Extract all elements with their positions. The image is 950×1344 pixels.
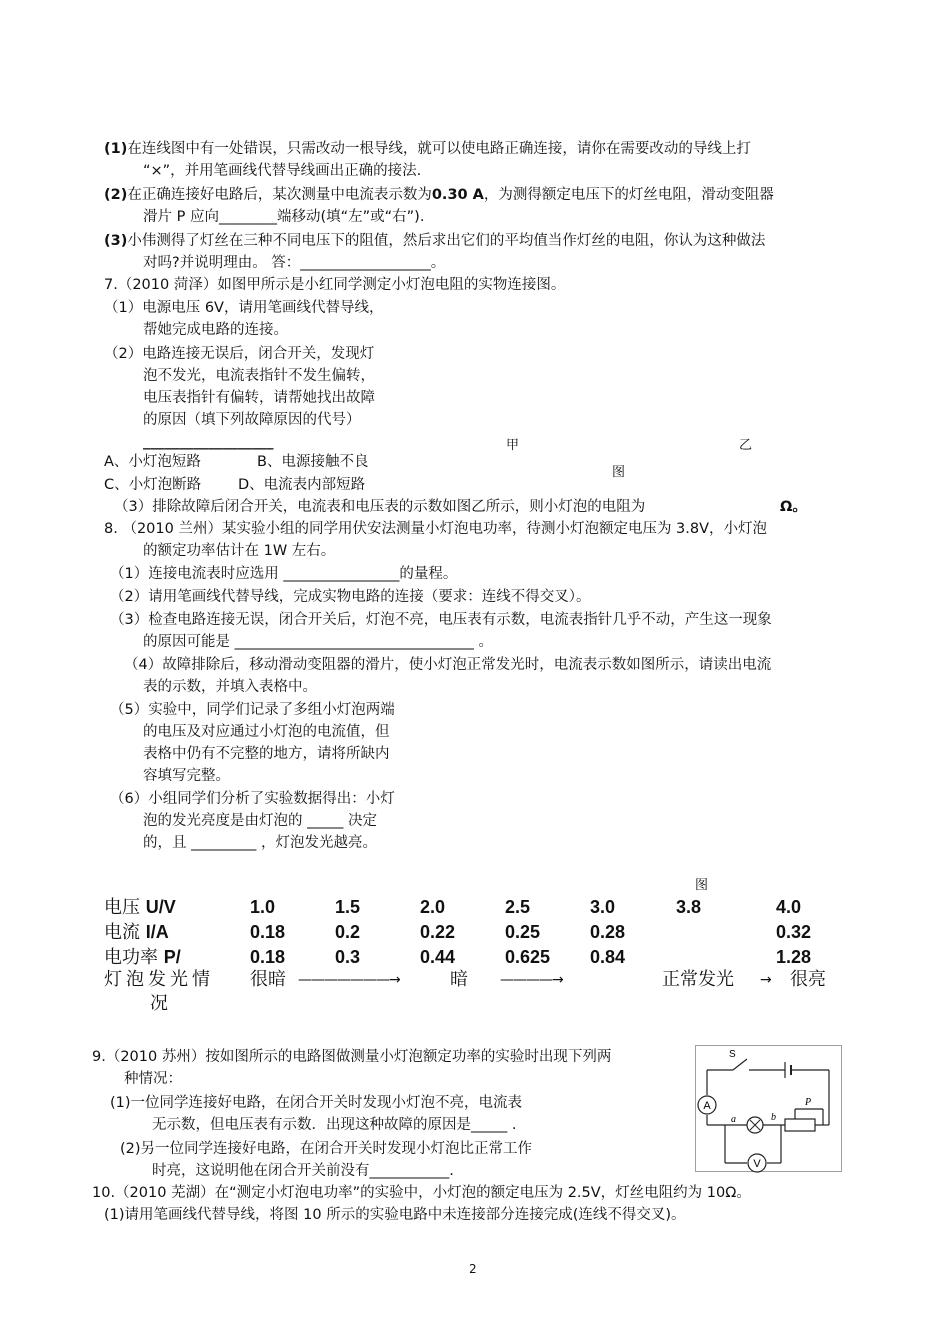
q7-heading: 7.（2010 菏泽）如图甲所示是小红同学测定小灯泡电阻的实物连接图。 xyxy=(104,277,566,293)
q8-s3-line1: （3）检查电路连接无误，闭合开关后，灯泡不亮，电压表有示数，电流表指针几乎不动，产生这一现象 xyxy=(110,612,772,628)
q8-s1: （1）连接电流表时应选用 ________________的量程。 xyxy=(110,566,458,582)
q7-option-b: B、电源接触不良 xyxy=(257,454,369,470)
ammeter-icon xyxy=(698,1096,716,1114)
table-row-power-label: 电功率 P/ xyxy=(104,947,181,968)
q7-s2-line1: （2）电路连接无误后，闭合开关，发现灯 xyxy=(104,346,375,362)
table-cell: 0.18 xyxy=(250,947,286,967)
q7-figure-jia-label: 甲 xyxy=(506,438,520,453)
q9-heading-line1: 9.（2010 苏州）按如图所示的电路图做测量小灯泡额定功率的实验时出现下列两 xyxy=(92,1049,612,1065)
q8-s5-line1: （5）实验中，同学们记录了多组小灯泡两端 xyxy=(110,702,395,718)
table-cell: 0.25 xyxy=(505,922,541,942)
table-row-voltage-label: 电压 U/V xyxy=(104,897,176,918)
table-cell: 0.84 xyxy=(590,947,626,967)
lamp-icon xyxy=(747,1117,763,1133)
q8-figure-tu-label: 图 xyxy=(695,878,709,893)
circuit-diagram xyxy=(695,1045,843,1173)
point-a-label: a xyxy=(731,1114,736,1125)
q6-p3-line2: 对吗?并说明理由。 答：__________________。 xyxy=(143,255,446,271)
q9-s1-line2: 无示数，但电压表有示数．出现这种故障的原因是_____ . xyxy=(152,1117,517,1133)
page-number: 2 xyxy=(469,1262,477,1276)
q10-heading: 10.（2010 芜湖）在“测定小灯泡电功率”的实验中，小灯泡的额定电压为 2.5V，灯丝电阻约为 10Ω。 xyxy=(92,1185,751,1201)
q7-option-d: D、电流表内部短路 xyxy=(238,477,366,493)
table-cell: 很暗 xyxy=(250,969,286,990)
q7-option-a: A、小灯泡短路 xyxy=(104,454,201,470)
q8-s4-line1: （4）故障排除后，移动滑动变阻器的滑片，使小灯泡正常发光时，电流表示数如图所示，请读出电流 xyxy=(124,657,772,673)
arrow-icon: ————→ xyxy=(500,972,563,988)
table-cell: 0.44 xyxy=(420,947,456,967)
table-cell: 0.3 xyxy=(335,947,361,967)
q8-heading-line2: 的额定功率估计在 1W 左右。 xyxy=(143,543,336,559)
q7-option-c: C、小灯泡断路 xyxy=(104,477,202,493)
table-cell: 3.0 xyxy=(590,897,616,917)
table-row-brightness-label-cont: 况 xyxy=(150,993,168,1014)
svg-text:V: V xyxy=(753,1158,761,1170)
q7-s3: （3）排除故障后闭合开关，电流表和电压表的示数如图乙所示，则小灯泡的电阻为 xyxy=(114,499,646,515)
svg-text:A: A xyxy=(703,1100,711,1112)
table-cell: 正常发光 xyxy=(662,969,734,990)
q8-s6-line1: （6）小组同学们分析了实验数据得出：小灯 xyxy=(110,791,395,807)
table-cell: 2.0 xyxy=(420,897,446,917)
q7-s2-line4: 的原因（填下列故障原因的代号） xyxy=(143,412,361,428)
q6-p2-line1: (2)在正确连接好电路后，某次测量中电流表示数为0.30 A，为测得额定电压下的灯丝电阻，滑动变阻器 xyxy=(104,187,774,203)
q7-answer-blank: __________________ xyxy=(143,434,274,450)
q8-s5-line2: 的电压及对应通过小灯泡的电流值，但 xyxy=(143,724,390,740)
q6-p2-line2: 滑片 P 应向________端移动(填“左”或“右”). xyxy=(143,209,425,225)
q7-figure-yi-label: 乙 xyxy=(739,438,753,453)
q7-figure-tu-label: 图 xyxy=(612,465,626,480)
q9-s1-line1: (1)一位同学连接好电路，在闭合开关时发现小灯泡不亮，电流表 xyxy=(110,1095,523,1111)
table-cell: 暗 xyxy=(450,969,468,990)
table-cell: 3.8 xyxy=(676,897,702,917)
q9-heading-line2: 种情况： xyxy=(124,1071,182,1087)
voltmeter-icon xyxy=(748,1154,766,1172)
slider-p-label: P xyxy=(805,1097,812,1108)
table-cell: 很亮 xyxy=(790,969,826,990)
q6-p3-line1: (3)小伟测得了灯丝在三种不同电压下的阻值，然后求出它们的平均值当作灯丝的电阻，你认为这种做法 xyxy=(104,233,766,249)
q7-s1-line1: （1）电源电压 6V，请用笔画线代替导线， xyxy=(104,300,384,316)
q6-p1-line2: “×”，并用笔画线代替导线画出正确的接法. xyxy=(143,163,422,179)
q8-s2: （2）请用笔画线代替导线，完成实物电路的连接（要求：连线不得交叉）。 xyxy=(110,589,591,605)
table-cell: 4.0 xyxy=(776,897,802,917)
switch-label: S xyxy=(729,1049,736,1060)
table-row-current-label: 电流 I/A xyxy=(104,922,169,943)
q8-s5-line3: 表格中仍有不完整的地方，请将所缺内 xyxy=(143,746,390,762)
table-cell: 0.2 xyxy=(335,922,361,942)
table-cell: 0.18 xyxy=(250,922,286,942)
table-cell: 2.5 xyxy=(505,897,531,917)
table-cell: 1.5 xyxy=(335,897,361,917)
arrow-icon: ———————→ xyxy=(298,972,400,988)
q8-heading-line1: 8. （2010 兰州）某实验小组的同学用伏安法测量小灯泡电功率，待测小灯泡额定电压为 3.8V，小灯泡 xyxy=(104,521,768,537)
table-cell: 0.28 xyxy=(590,922,626,942)
q7-s3-unit: Ω。 xyxy=(780,499,807,515)
arrow-icon: → xyxy=(760,972,772,988)
q7-s1-line2: 帮她完成电路的连接。 xyxy=(143,322,288,338)
table-row-brightness-label: 灯泡发光情 xyxy=(104,969,214,990)
q8-s5-line4: 容填写完整。 xyxy=(143,768,230,784)
q8-s3-line2: 的原因可能是 _________________________________ 。 xyxy=(143,634,493,650)
q7-s2-line3: 电压表指针有偏转，请帮她找出故障 xyxy=(143,390,375,406)
q6-p1-line1: (1)在连线图中有一处错误，只需改动一根导线，就可以使电路正确连接，请你在需要改动的导线上打 xyxy=(104,141,751,157)
q10-s1: (1)请用笔画线代替导线，将图 10 所示的实验电路中未连接部分连接完成(连线不得交叉)。 xyxy=(104,1207,686,1223)
q8-s6-line2: 泡的发光亮度是由灯泡的 _____ 决定 xyxy=(143,813,377,829)
table-cell: 1.0 xyxy=(250,897,276,917)
q9-s2-line1: (2)另一位同学连接好电路，在闭合开关时发现小灯泡比正常工作 xyxy=(120,1141,533,1157)
q8-s4-line2: 表的示数，并填入表格中。 xyxy=(143,679,317,695)
q8-s6-line3: 的，且 _________ ，灯泡发光越亮。 xyxy=(143,835,377,851)
table-cell: 0.22 xyxy=(420,922,456,942)
table-cell: 0.32 xyxy=(776,922,812,942)
q9-s2-line2: 时亮，这说明他在闭合开关前没有___________. xyxy=(152,1163,454,1179)
point-b-label: b xyxy=(771,1112,776,1123)
table-cell: 0.625 xyxy=(505,947,551,967)
q7-s2-line2: 泡不发光，电流表指针不发生偏转， xyxy=(143,368,375,384)
table-cell: 1.28 xyxy=(776,947,812,967)
